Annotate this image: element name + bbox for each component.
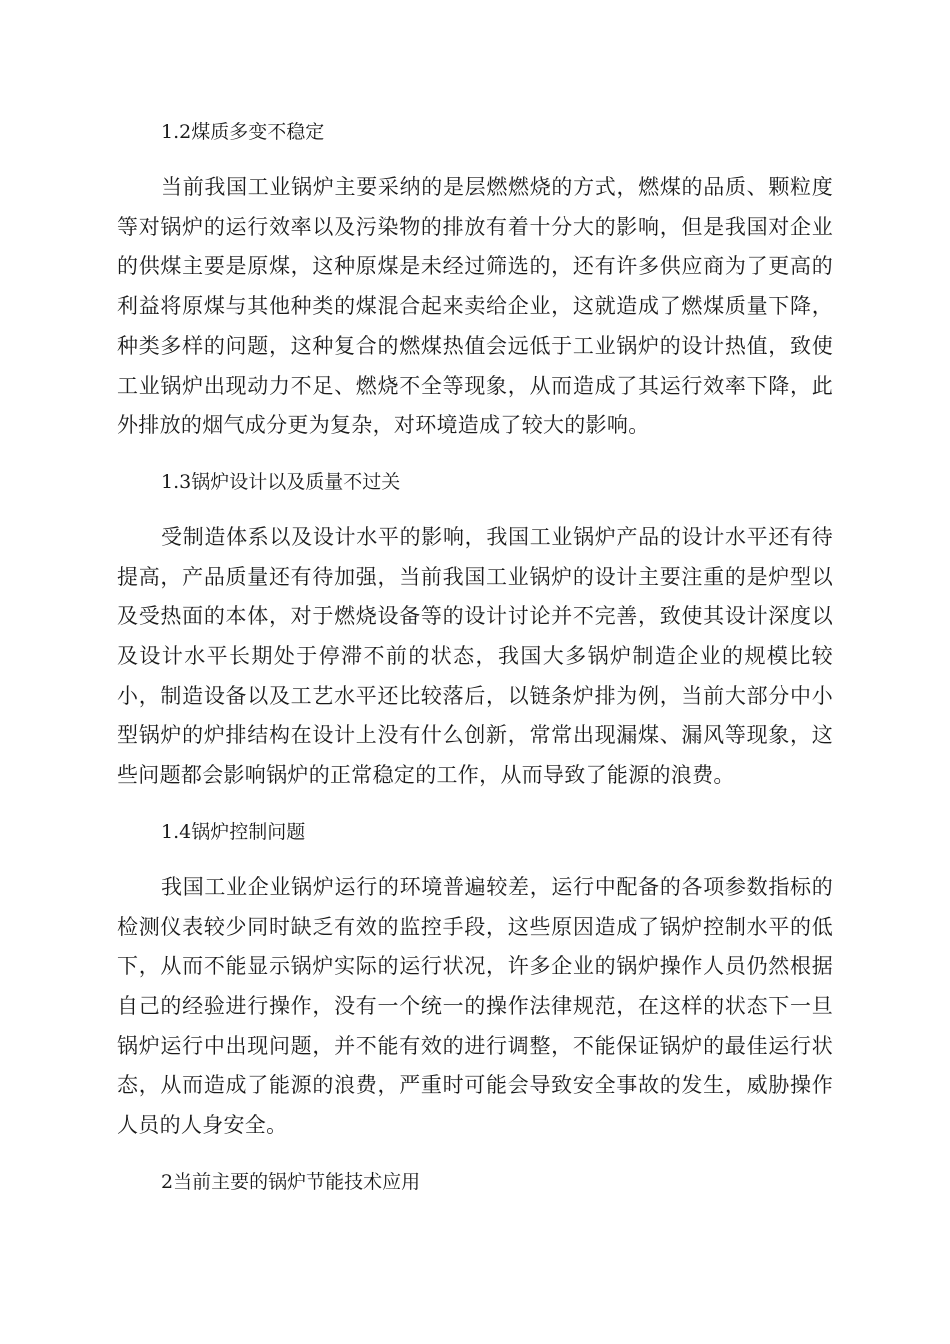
section-paragraph-1-2: 当前我国工业锅炉主要采纳的是层燃燃烧的方式，燃煤的品质、颗粒度等对锅炉的运行效率以及污染物的排放有着十分大的影响，但是我国对企业的供煤主要是原煤，这种原煤是未经过筛选的，还有许多供应商为了更高的利益将原煤与其他种类的煤混合起来卖给企业，这就造成了燃煤质量下降，种类多样的问题，这种复合的燃煤热值会远低于工业锅炉的设计热值，致使工业锅炉出现动力不足、燃烧不全等现象，从而造成了其运行效率下降，此外排放的烟气成分更为复杂，对环境造成了较大的影响。 [117,175,833,438]
section-heading-1-3: 1.3锅炉设计以及质量不过关 [161,470,401,493]
section-paragraph-1-3: 受制造体系以及设计水平的影响，我国工业锅炉产品的设计水平还有待提高，产品质量还有待加强，当前我国工业锅炉的设计主要注重的是炉型以及受热面的本体，对于燃烧设备等的设计讨论并不完善，致使其设计深度以及设计水平长期处于停滞不前的状态，我国大多锅炉制造企业的规模比较小，制造设备以及工艺水平还比较落后，以链条炉排为例，当前大部分中小型锅炉的炉排结构在设计上没有什么创新，常常出现漏煤、漏风等现象，这些问题都会影响锅炉的正常稳定的工作，从而导致了能源的浪费。 [117,524,833,788]
section-heading-2: 2当前主要的锅炉节能技术应用 [161,1170,421,1193]
section-heading-1-4: 1.4锅炉控制问题 [161,820,306,843]
section-paragraph-1-4: 我国工业企业锅炉运行的环境普遍较差，运行中配备的各项参数指标的检测仪表较少同时缺乏有效的监控手段，这些原因造成了锅炉控制水平的低下，从而不能显示锅炉实际的运行状况，许多企业的锅炉操作人员仍然根据自己的经验进行操作，没有一个统一的操作法律规范，在这样的状态下一旦锅炉运行中出现问题，并不能有效的进行调整，不能保证锅炉的最佳运行状态，从而造成了能源的浪费，严重时可能会导致安全事故的发生，威胁操作人员的人身安全。 [117,874,833,1138]
section-heading-1-2: 1.2煤质多变不稳定 [161,121,325,143]
document-body [117,112,833,1202]
